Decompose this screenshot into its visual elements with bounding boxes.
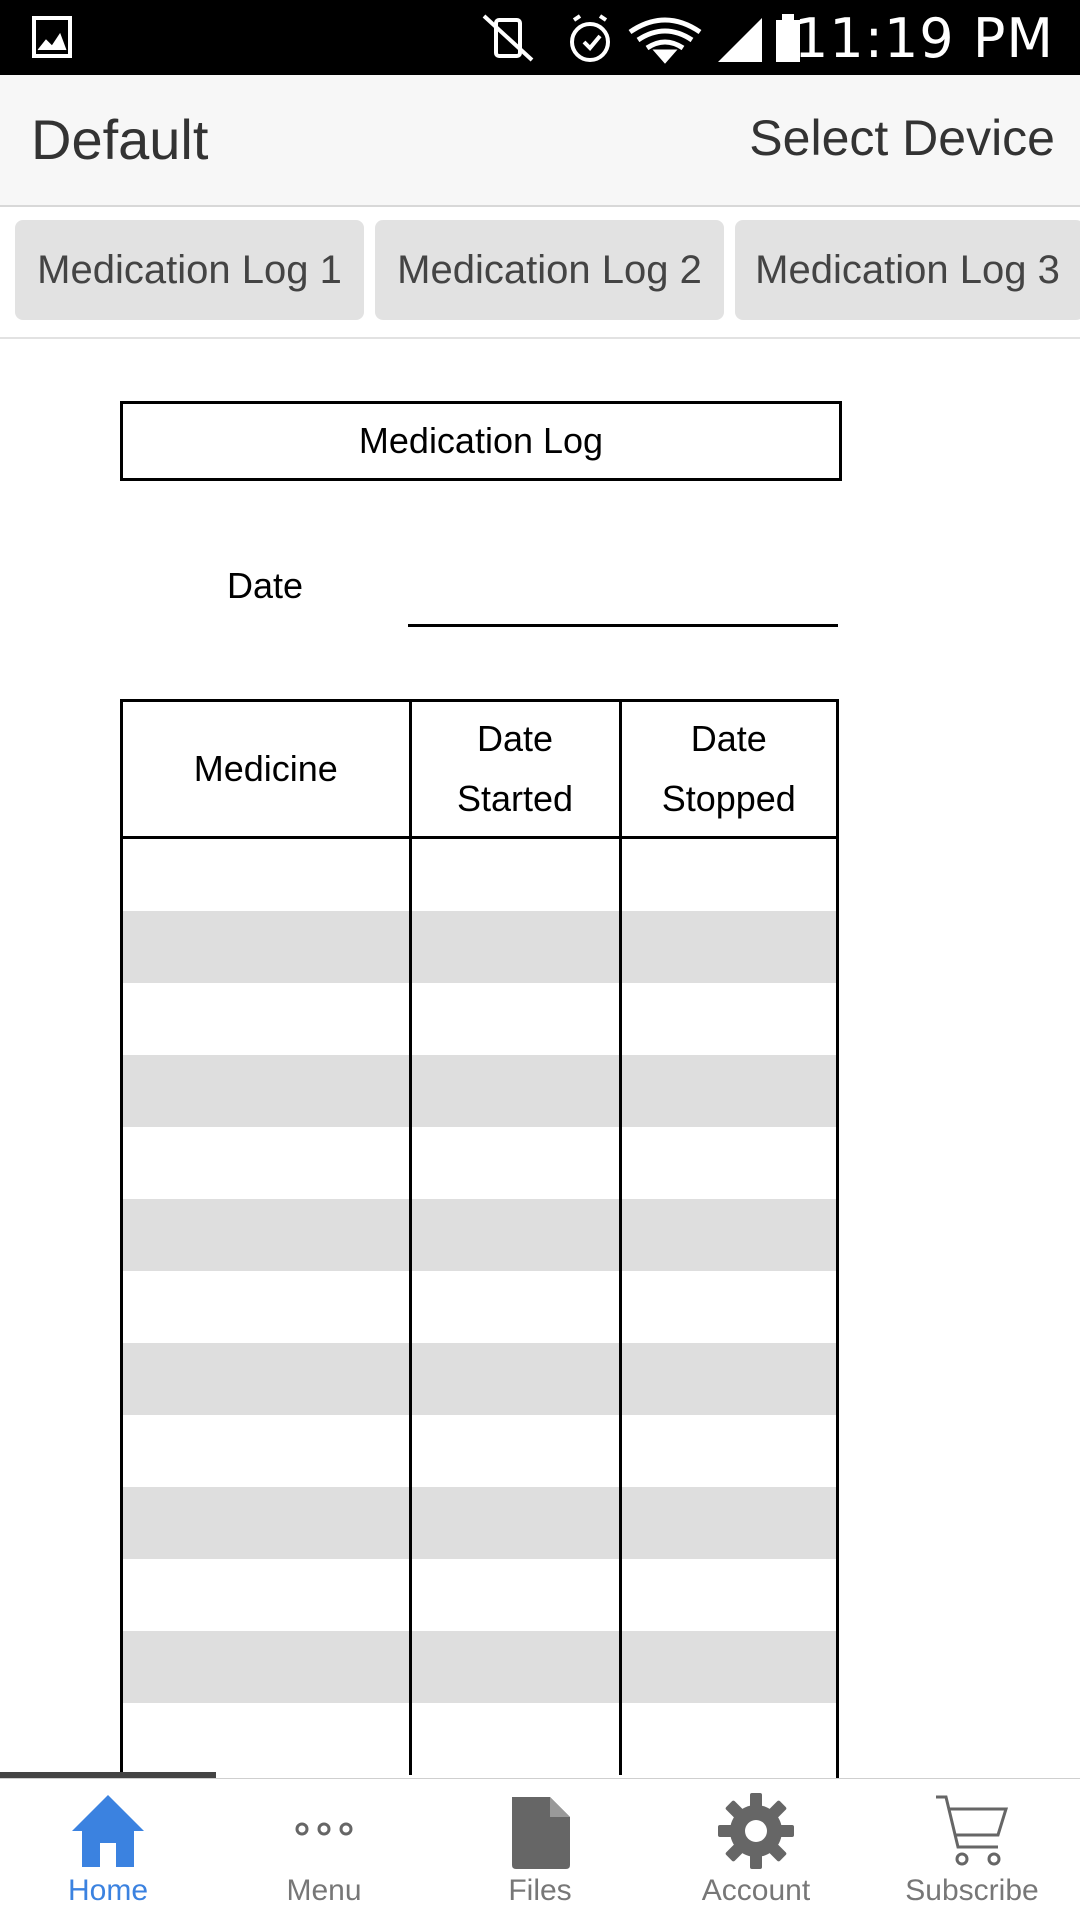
table-row [123,838,836,912]
table-row [123,983,836,1055]
table-cell[interactable] [620,983,836,1055]
table-cell[interactable] [410,1703,620,1775]
table-row [123,1631,836,1703]
app-bar [0,75,1080,207]
vibrate-icon [484,16,532,60]
table-cell[interactable] [410,983,620,1055]
date-field[interactable] [408,624,838,627]
nav-subscribe[interactable] [864,1779,1080,1921]
nav-files-label: Files [508,1874,572,1907]
table-cell[interactable] [123,1199,410,1271]
table-cell[interactable] [620,1271,836,1343]
more-dots-icon [284,1791,364,1871]
table-row [123,1127,836,1199]
cart-icon [932,1791,1012,1871]
table-cell[interactable] [620,1343,836,1415]
tab-medication-log-2[interactable]: Medication Log 2 [375,220,724,320]
table-row [123,911,836,983]
table-cell[interactable] [123,1487,410,1559]
table-row [123,1703,836,1775]
alarm-icon [572,16,608,60]
clock: 11:19 PM [794,7,1054,70]
nav-home[interactable] [0,1779,216,1921]
table-cell[interactable] [123,1631,410,1703]
nav-account[interactable] [648,1779,864,1921]
tab-medication-log-3[interactable]: Medication Log 3 [735,220,1080,320]
table-row [123,1055,836,1127]
table-cell[interactable] [410,1631,620,1703]
table-row [123,1343,836,1415]
nav-account-label: Account [701,1874,811,1907]
table-cell[interactable] [123,838,410,912]
table-cell[interactable] [123,1703,410,1775]
nav-menu[interactable] [216,1779,432,1921]
table-cell[interactable] [620,1127,836,1199]
nav-files[interactable] [432,1779,648,1921]
table-cell[interactable] [620,1559,836,1631]
medication-table [120,699,839,1780]
gallery-icon [32,16,72,58]
nav-home-label: Home [67,1874,149,1907]
column-header-date-started: Date Started [410,702,620,838]
table-cell[interactable] [123,983,410,1055]
table-row [123,1415,836,1487]
table-cell[interactable] [620,1703,836,1775]
table-cell[interactable] [410,1343,620,1415]
table-cell[interactable] [123,911,410,983]
bottom-navigation [0,1778,1080,1921]
table-cell[interactable] [123,1559,410,1631]
table-cell[interactable] [620,911,836,983]
table-header-row [123,702,836,838]
app-title: Default [31,108,209,171]
tab-medication-log-1[interactable]: Medication Log 1 [15,220,364,320]
table-cell[interactable] [410,1415,620,1487]
table-cell[interactable] [620,1487,836,1559]
table-cell[interactable] [410,838,620,912]
tab-bar [0,207,1080,339]
nav-subscribe-label: Subscribe [905,1874,1039,1907]
table-cell[interactable] [123,1055,410,1127]
table-cell[interactable] [620,1415,836,1487]
table-cell[interactable] [410,1055,620,1127]
table-cell[interactable] [620,1055,836,1127]
wifi-icon [630,20,700,60]
file-icon [500,1791,580,1871]
gear-icon [716,1791,796,1871]
document-title: Medication Log [120,401,842,481]
table-cell[interactable] [410,1199,620,1271]
status-icons [480,10,810,66]
table-cell[interactable] [620,838,836,912]
table-row [123,1199,836,1271]
table-cell[interactable] [123,1343,410,1415]
table-cell[interactable] [410,1487,620,1559]
column-header-date-stopped: Date Stopped [620,702,836,838]
table-cell[interactable] [410,911,620,983]
table-cell[interactable] [123,1127,410,1199]
select-device-button[interactable]: Select Device [749,110,1055,166]
nav-menu-label: Menu [286,1874,362,1907]
table-row [123,1487,836,1559]
table-cell[interactable] [410,1127,620,1199]
table-row [123,1271,836,1343]
table-row [123,1559,836,1631]
home-icon [68,1791,148,1871]
table-cell[interactable] [410,1559,620,1631]
column-header-medicine: Medicine [123,702,410,838]
table-cell[interactable] [620,1631,836,1703]
table-cell[interactable] [123,1415,410,1487]
status-bar [0,0,1080,75]
table-cell[interactable] [410,1271,620,1343]
table-cell[interactable] [620,1199,836,1271]
table-cell[interactable] [123,1271,410,1343]
signal-icon [718,18,762,62]
date-label: Date [227,565,304,606]
